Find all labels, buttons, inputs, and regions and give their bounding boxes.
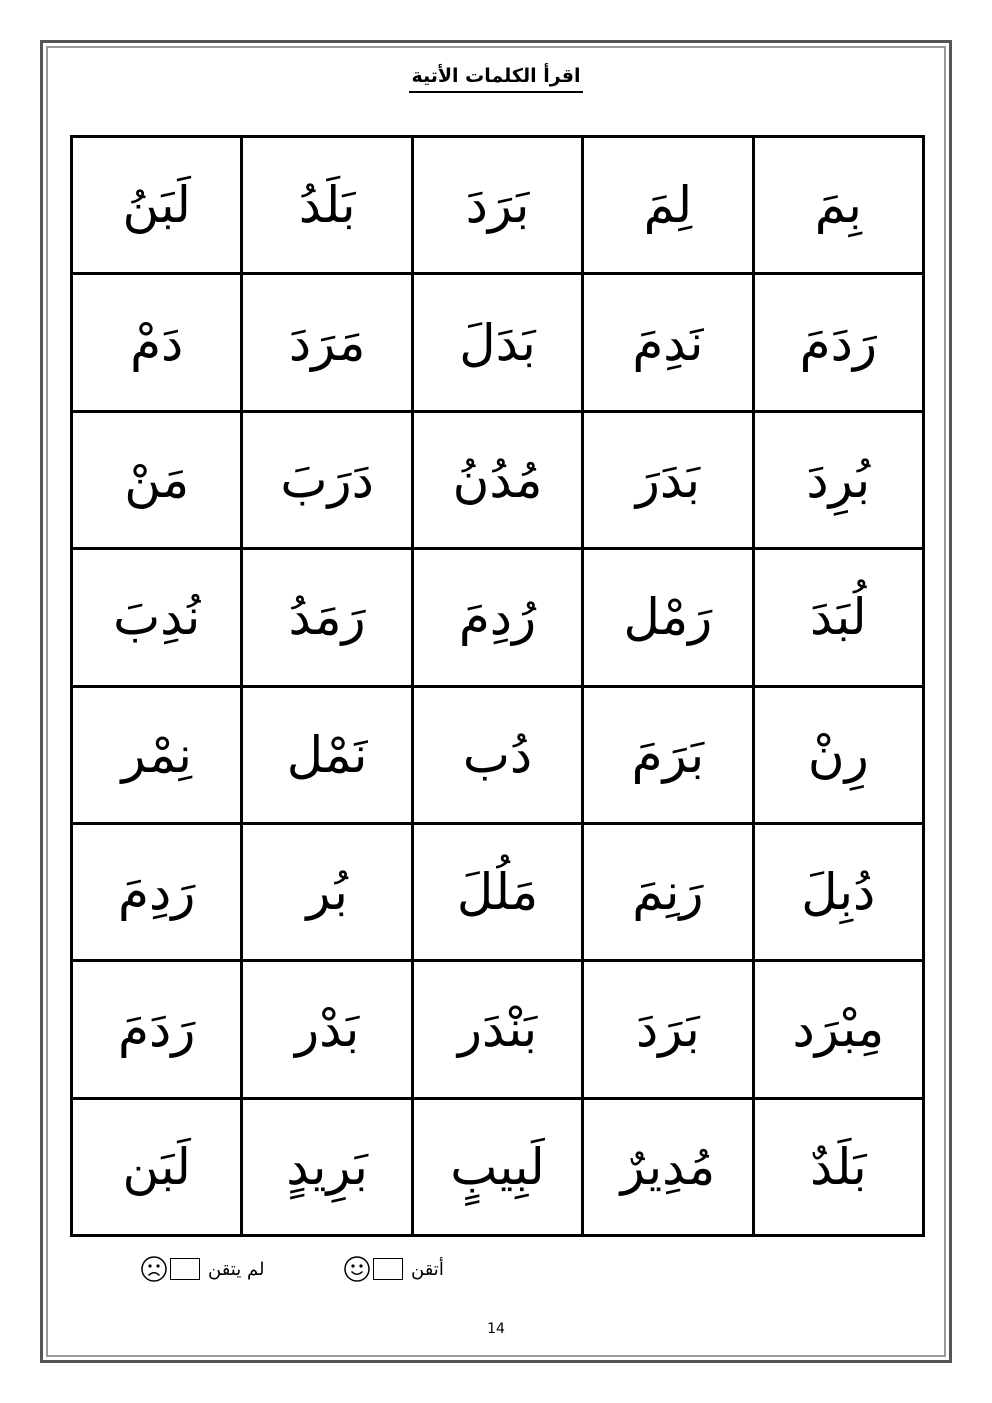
word-cell: بَدْر bbox=[242, 961, 412, 1098]
word-cell: رَدَمَ bbox=[753, 274, 923, 411]
grid-row bbox=[72, 411, 924, 548]
word-cell: رَمَدُ bbox=[242, 549, 412, 686]
grid-row bbox=[72, 961, 924, 1098]
word-cell: دَمْ bbox=[72, 274, 242, 411]
grid-row bbox=[72, 1098, 924, 1235]
word-cell: لِمَ bbox=[583, 137, 753, 274]
not-mastered-checkbox[interactable] bbox=[170, 1258, 200, 1280]
word-cell: بُرِدَ bbox=[753, 411, 923, 548]
sad-face-icon bbox=[140, 1255, 168, 1283]
word-cell: بَدَرَ bbox=[583, 411, 753, 548]
grid-row bbox=[72, 549, 924, 686]
word-cell: بَرِيدٍ bbox=[242, 1098, 412, 1235]
word-cell: رَدَمَ bbox=[72, 961, 242, 1098]
word-cell: مُدُنُ bbox=[412, 411, 582, 548]
word-cell: مَنْ bbox=[72, 411, 242, 548]
word-grid bbox=[70, 135, 925, 1237]
word-cell: مِبْرَد bbox=[753, 961, 923, 1098]
word-cell: مُدِيرٌ bbox=[583, 1098, 753, 1235]
not-mastered-group bbox=[140, 1255, 264, 1283]
word-cell: لَبِيبٍ bbox=[412, 1098, 582, 1235]
word-cell: نَدِمَ bbox=[583, 274, 753, 411]
word-cell: بَدَلَ bbox=[412, 274, 582, 411]
not-mastered-label: لم يتقن bbox=[208, 1258, 265, 1280]
word-cell: بَلَدُ bbox=[242, 137, 412, 274]
word-cell: رِنْ bbox=[753, 686, 923, 823]
grid-row bbox=[72, 137, 924, 274]
word-cell: بَرَدَ bbox=[583, 961, 753, 1098]
word-cell: بَنْدَر bbox=[412, 961, 582, 1098]
title-text: اقرأ الكلمات الأتية bbox=[409, 65, 582, 93]
word-cell: مَرَدَ bbox=[242, 274, 412, 411]
word-cell: رَمْل bbox=[583, 549, 753, 686]
word-cell: نُدِبَ bbox=[72, 549, 242, 686]
smiley-face-icon bbox=[343, 1255, 371, 1283]
grid-row bbox=[72, 274, 924, 411]
word-cell: بَرَدَ bbox=[412, 137, 582, 274]
page-number: 14 bbox=[487, 1321, 505, 1337]
word-cell: نَمْل bbox=[242, 686, 412, 823]
word-cell: بَرَمَ bbox=[583, 686, 753, 823]
grid-row bbox=[72, 823, 924, 960]
word-cell: نِمْر bbox=[72, 686, 242, 823]
grid-row bbox=[72, 686, 924, 823]
word-cell: دُبِلَ bbox=[753, 823, 923, 960]
word-cell: لَبَنُ bbox=[72, 137, 242, 274]
mastered-group bbox=[343, 1255, 444, 1283]
word-cell: رَدِمَ bbox=[72, 823, 242, 960]
word-cell: مَلُلَ bbox=[412, 823, 582, 960]
word-cell: لُبَدَ bbox=[753, 549, 923, 686]
word-cell: بُر bbox=[242, 823, 412, 960]
assessment-footer bbox=[43, 1241, 949, 1291]
mastered-label: أتقن bbox=[411, 1258, 444, 1280]
word-cell: رَنِمَ bbox=[583, 823, 753, 960]
word-cell: رُدِمَ bbox=[412, 549, 582, 686]
page-frame bbox=[40, 40, 952, 1363]
word-cell: دَرَبَ bbox=[242, 411, 412, 548]
word-cell: دُب bbox=[412, 686, 582, 823]
mastered-checkbox[interactable] bbox=[373, 1258, 403, 1280]
word-cell: لَبَن bbox=[72, 1098, 242, 1235]
word-cell: بِمَ bbox=[753, 137, 923, 274]
word-cell: بَلَدٌ bbox=[753, 1098, 923, 1235]
page-title bbox=[43, 65, 949, 93]
